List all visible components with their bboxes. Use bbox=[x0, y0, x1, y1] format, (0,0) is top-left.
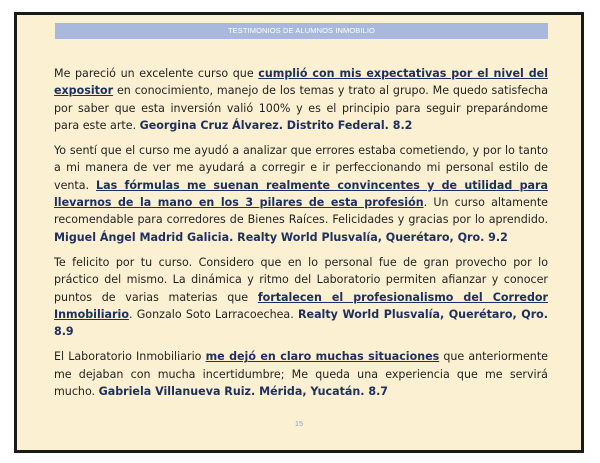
testimonial-paragraph bbox=[54, 254, 548, 340]
testimonial-text: en conocimiento, manejo de los temas y trato al grupo. Me quedo satisfecha por saber que esta inversión valió 100% y es el principio para seguir preparándome para este arte. bbox=[54, 84, 548, 132]
testimonial-highlight: fortalecen el profesionalismo del Corredor Inmobiliario bbox=[54, 290, 548, 321]
page-header-bar bbox=[55, 23, 548, 39]
testimonial-text: Te felicito por tu curso. Considero que en lo personal fue de gran provecho por lo práctico del mismo. La dinámica y ritmo del Laboratorio permiten afianzar y conocer puntos de varias materias que bbox=[54, 255, 548, 304]
document-page bbox=[14, 12, 584, 453]
testimonial-highlight: cumplió con mis expectativas por el nivel del expositor bbox=[54, 67, 549, 98]
testimonial-highlight: Las fórmulas me suenan realmente convincentes y de utilidad para llevarnos de la mano en los 3 pilares de esta profesión bbox=[54, 178, 548, 210]
testimonial-paragraph bbox=[54, 142, 548, 246]
testimonial-text: Me pareció un excelente curso que bbox=[54, 67, 259, 80]
testimonial-text: que anteriormente me dejaban con mucha incertidumbre; Me queda una experiencia que me servirá mucho. bbox=[54, 350, 548, 399]
testimonial-author: Realty World Plusvalía, Querétaro, Qro. 8.9 bbox=[54, 307, 549, 339]
testimonial-text: . Gonzalo Soto Larracoechea. bbox=[128, 307, 298, 321]
page-header-title: TESTIMONIOS DE ALUMNOS INMOBILIO bbox=[228, 26, 375, 35]
testimonial-text: Yo sentí que el curso me ayudó a analizar que errores estaba cometiendo, y por lo tanto a mi manera de ver me ayudará a corregir e ir perfeccionando mi personal estilo de venta. bbox=[54, 144, 548, 192]
testimonial-author: Gabriela Villanueva Ruiz. Mérida, Yucatán. 8.7 bbox=[98, 385, 389, 399]
testimonial-paragraph bbox=[54, 348, 548, 400]
page-number: 15 bbox=[294, 419, 304, 428]
testimonial-author: Miguel Ángel Madrid Galicia. Realty World Plusvalía, Querétaro, Qro. 9.2 bbox=[54, 230, 508, 244]
testimonial-text: . Un curso altamente recomendable para corredores de Bienes Raíces. Felicidades y gracias por lo aprendido. bbox=[54, 196, 548, 227]
testimonial-text: El Laboratorio Inmobiliario bbox=[54, 350, 206, 364]
testimonial-paragraph bbox=[54, 65, 548, 134]
testimonials-body bbox=[54, 65, 548, 408]
testimonial-author: Georgina Cruz Álvarez. Distrito Federal. 8.2 bbox=[139, 118, 413, 132]
testimonial-highlight: me dejó en claro muchas situaciones bbox=[205, 350, 440, 364]
